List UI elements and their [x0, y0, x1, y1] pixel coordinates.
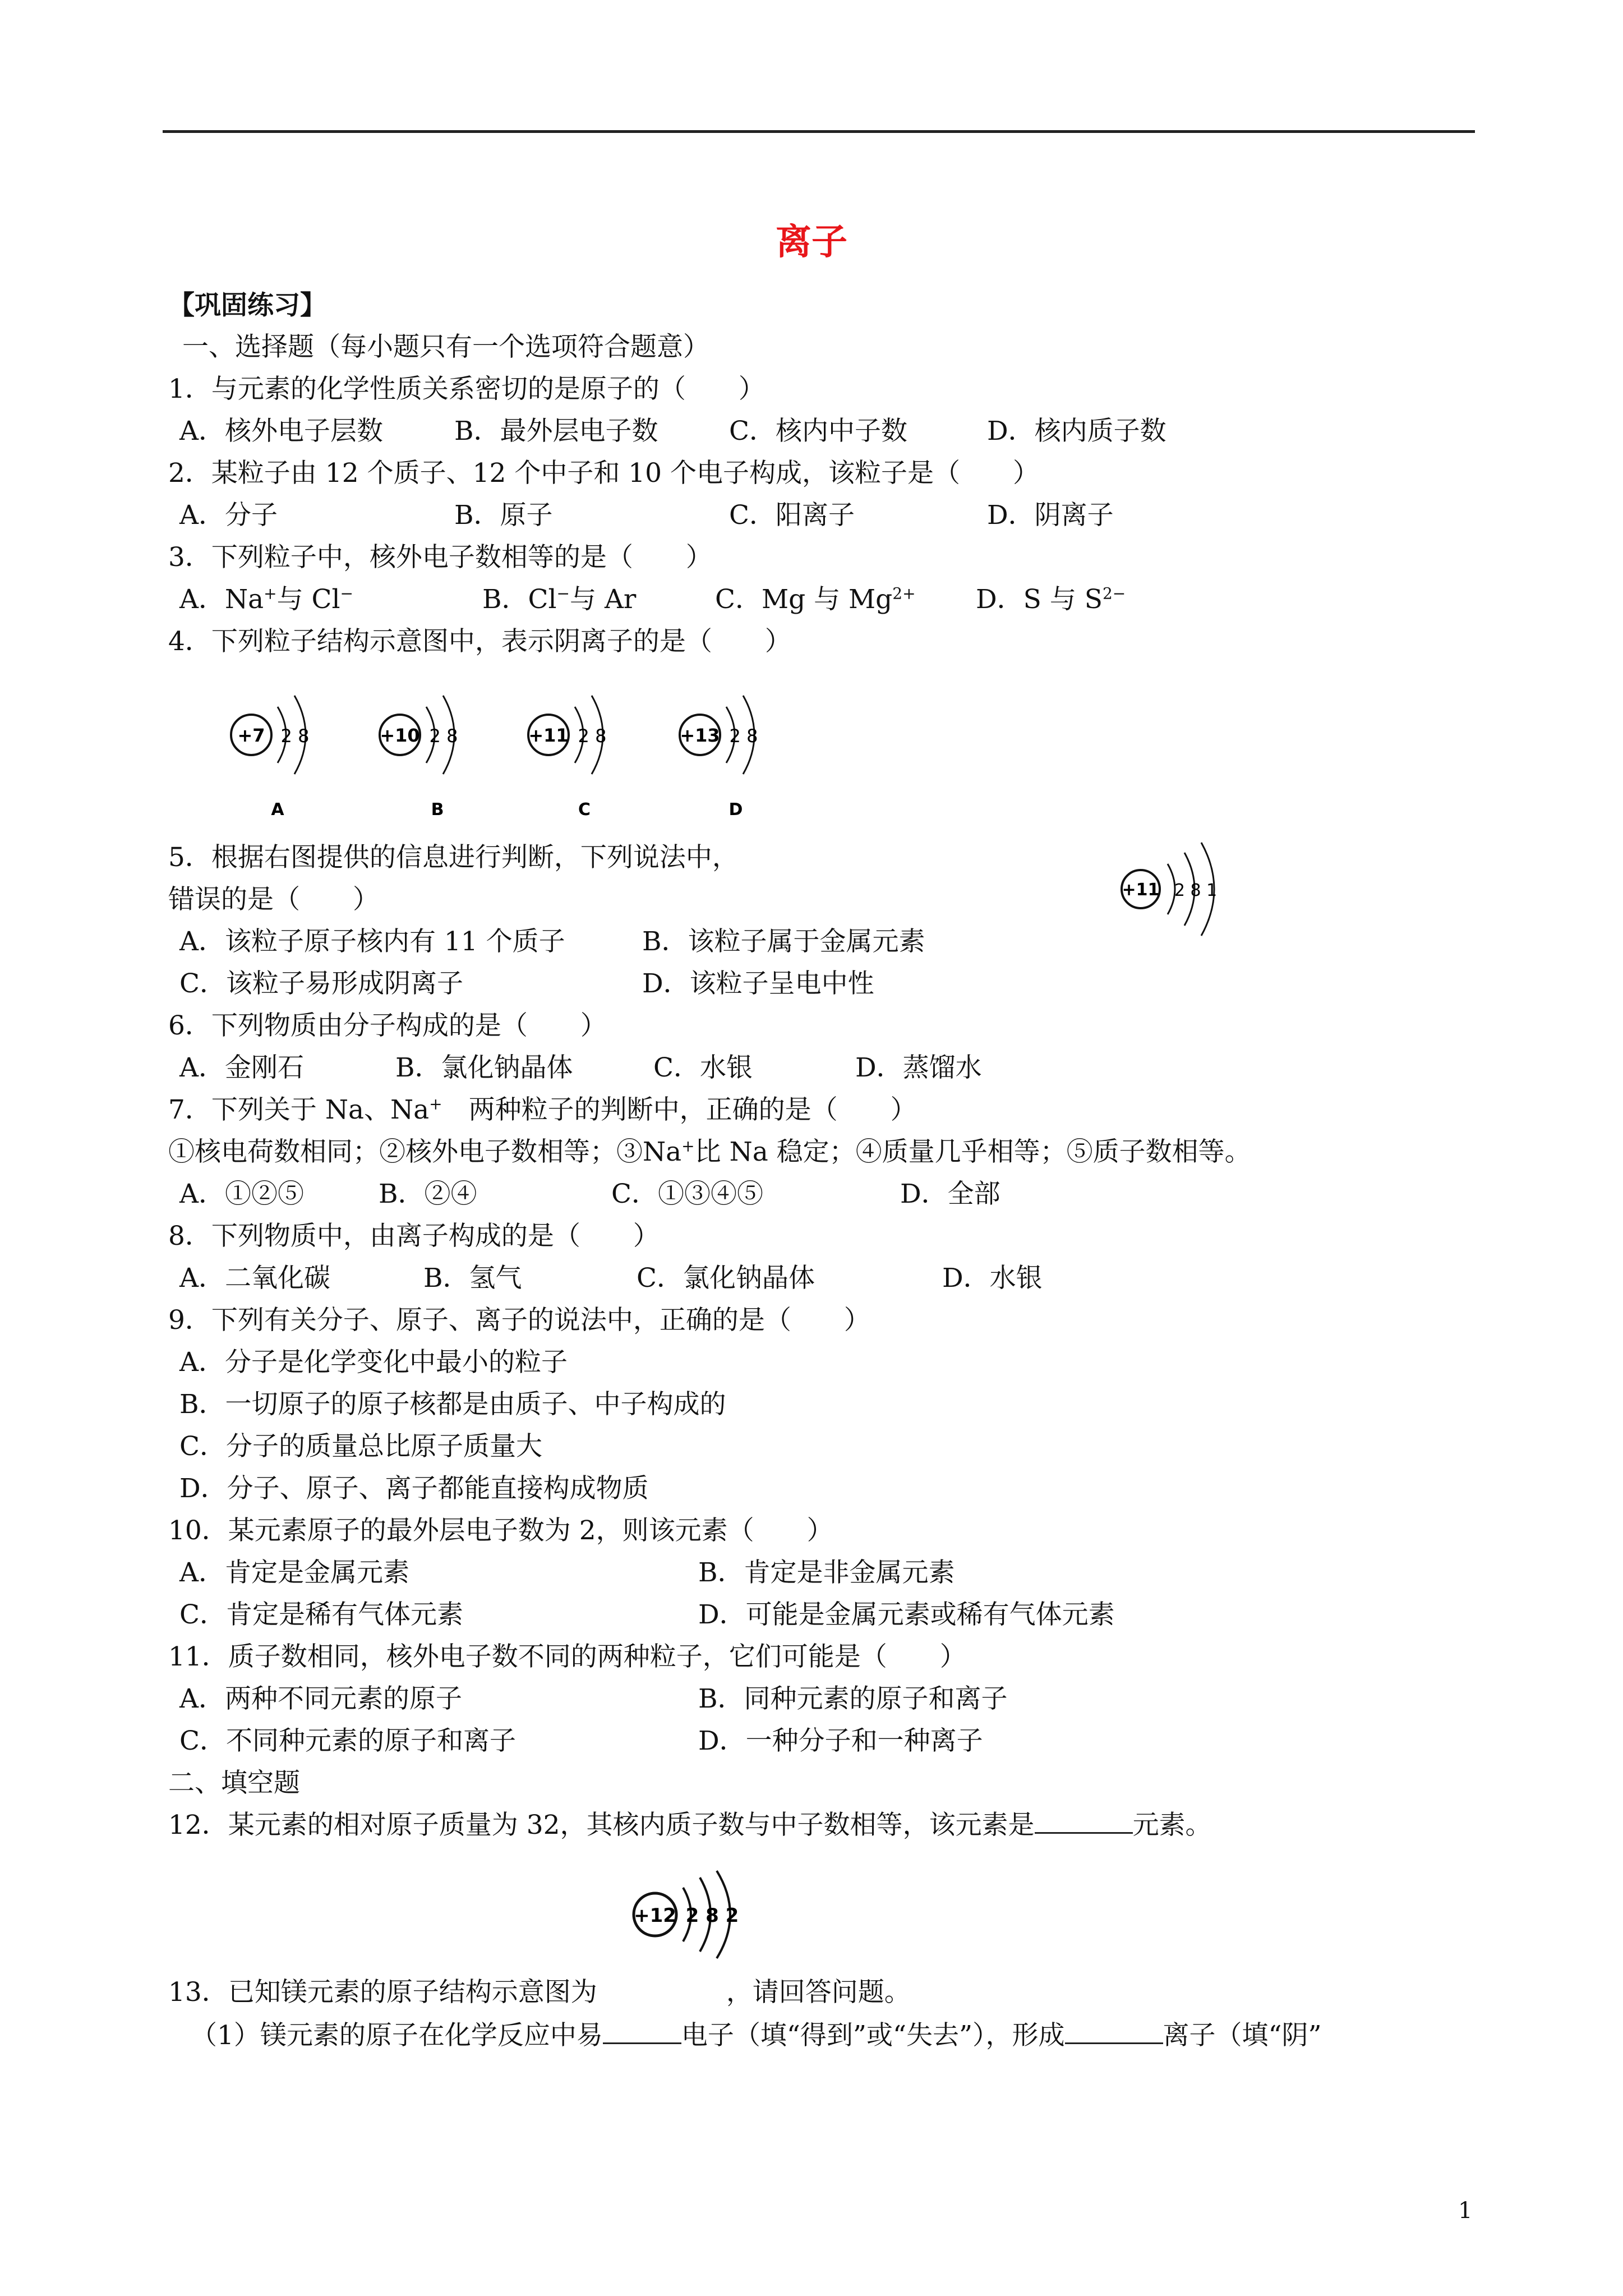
q1-option-c: C．核内中子数: [729, 416, 907, 447]
q12-text: 12．某元素的相对原子质量为 32，其核内质子数与中子数相等，该元素是 元素。: [168, 1810, 1212, 1841]
svg-text:2 8: 2 8: [280, 725, 310, 747]
svg-text:+11: +11: [528, 725, 569, 746]
q7-statements: ①核电荷数相同；②核外电子数相等；③Na+比 Na 稳定；④质量几乎相等；⑤质子数相等。: [168, 1137, 1251, 1167]
svg-text:2 8: 2 8: [429, 725, 458, 747]
header-rule: [163, 130, 1475, 133]
q3-option-c: C．Mg 与 $Mg^{2+}$: [715, 584, 916, 615]
q13-sub1-blank-2[interactable]: [1065, 2021, 1163, 2044]
svg-text:+13: +13: [680, 725, 720, 746]
atom-diagram-mg: [628, 1871, 763, 1983]
page-title: 离子: [776, 221, 847, 263]
svg-text:+7: +7: [237, 725, 265, 746]
q9-option-c: C．分子的质量总比原子质量大: [179, 1431, 542, 1462]
q1-option-d: D．核内质子数: [987, 416, 1166, 447]
q2-option-d: D．阴离子: [987, 500, 1114, 531]
svg-text:+11: +11: [1122, 880, 1160, 900]
q10-stem: 10．某元素原子的最外层电子数为 2，则该元素（ ）: [168, 1515, 833, 1546]
q6-option-d: D．蒸馏水: [855, 1052, 982, 1083]
q5-option-d: D．该粒子呈电中性: [642, 968, 874, 999]
svg-text:2 8: 2 8: [729, 725, 758, 747]
svg-text:D: D: [728, 800, 743, 820]
q7-option-b: B．②④: [379, 1179, 477, 1209]
q9-stem: 9．下列有关分子、原子、离子的说法中，正确的是（ ）: [168, 1305, 870, 1336]
q3-option-b: B．Cl−与 Ar: [482, 584, 637, 615]
atom-diagram-q5: [1116, 836, 1262, 948]
q13-sub1-blank-1[interactable]: [603, 2021, 681, 2044]
page-number: 1: [1458, 2198, 1473, 2224]
q13-stem: 13．已知镁元素的原子结构示意图为 ，请回答问题。: [168, 1977, 911, 2008]
q8-option-b: B．氢气: [423, 1263, 522, 1294]
q6-stem: 6．下列物质由分子构成的是（ ）: [168, 1010, 607, 1041]
q2-option-a: A．分子: [179, 500, 278, 531]
q10-option-c: C．肯定是稀有气体元素: [179, 1599, 463, 1630]
svg-text:2 8 1: 2 8 1: [1174, 881, 1218, 900]
q10-option-b: B．肯定是非金属元素: [698, 1557, 955, 1588]
q5-option-b: B．该粒子属于金属元素: [642, 926, 925, 957]
svg-text:A: A: [271, 800, 284, 820]
svg-text:+10: +10: [380, 725, 420, 746]
q7-option-c: C．①③④⑤: [611, 1179, 763, 1209]
q5-option-c: C．该粒子易形成阴离子: [179, 968, 463, 999]
q11-stem: 11．质子数相同，核外电子数不同的两种粒子，它们可能是（ ）: [168, 1641, 966, 1672]
q7-option-d: D．全部: [900, 1179, 1000, 1209]
q3-stem: 3．下列粒子中，核外电子数相等的是（ ）: [168, 542, 712, 573]
q5-option-a: A．该粒子原子核内有 11 个质子: [179, 926, 565, 957]
q10-option-a: A．肯定是金属元素: [179, 1557, 409, 1588]
q11-option-d: D．一种分子和一种离子: [698, 1726, 983, 1756]
svg-text:+12: +12: [634, 1904, 676, 1927]
svg-text:C: C: [578, 800, 591, 820]
q2-stem: 2．某粒子由 12 个质子、12 个中子和 10 个电子构成，该粒子是（ ）: [168, 458, 1040, 489]
q6-option-b: B．氯化钠晶体: [395, 1052, 573, 1083]
atom-diagram-d: [673, 687, 785, 827]
q1-option-a: A．核外电子层数: [179, 416, 383, 447]
part1-title: 一、选择题（每小题只有一个选项符合题意）: [182, 332, 709, 362]
q2-option-c: C．阳离子: [729, 500, 855, 531]
q3-option-a: A．Na+与 Cl−: [179, 584, 353, 615]
q13-sub1: （1）镁元素的原子在化学反应中易 电子（填“得到”或“失去”），形成 离子（填“阴”: [191, 2020, 1322, 2051]
q8-option-c: C．氯化钠晶体: [637, 1263, 815, 1294]
q6-option-a: A．金刚石: [179, 1052, 304, 1083]
section-header: 【巩固练习】: [168, 290, 326, 321]
q9-option-d: D．分子、原子、离子都能直接构成物质: [179, 1473, 649, 1504]
atom-diagram-a: [224, 687, 336, 827]
q12-answer-blank[interactable]: [1035, 1811, 1133, 1834]
q1-option-b: B．最外层电子数: [454, 416, 658, 447]
svg-text:2 8 2: 2 8 2: [685, 1904, 739, 1927]
part2-title: 二、填空题: [168, 1768, 300, 1798]
q9-option-a: A．分子是化学变化中最小的粒子: [179, 1347, 568, 1378]
q3-option-d: D．S 与 $S^{2-}$: [976, 584, 1126, 615]
atom-diagram-c: [522, 687, 634, 827]
q6-option-c: C．水银: [653, 1052, 753, 1083]
q8-option-d: D．水银: [942, 1263, 1043, 1294]
q7-option-a: A．①②⑤: [179, 1179, 304, 1209]
q10-option-d: D．可能是金属元素或稀有气体元素: [698, 1599, 1115, 1630]
q8-stem: 8．下列物质中，由离子构成的是（ ）: [168, 1221, 660, 1251]
q2-option-b: B．原子: [454, 500, 553, 531]
atom-diagram-b: [373, 687, 485, 827]
q4-stem: 4．下列粒子结构示意图中，表示阴离子的是（ ）: [168, 626, 791, 657]
q11-option-a: A．两种不同元素的原子: [179, 1683, 462, 1714]
q9-option-b: B．一切原子的原子核都是由质子、中子构成的: [179, 1389, 726, 1420]
q7-stem: 7．下列关于 Na、Na+ 两种粒子的判断中，正确的是（ ）: [168, 1094, 917, 1125]
svg-text:2 8: 2 8: [578, 725, 607, 747]
q1-stem: 1．与元素的化学性质关系密切的是原子的（ ）: [168, 374, 765, 404]
q8-option-a: A．二氧化碳: [179, 1263, 330, 1294]
q5-stem-line1: 5．根据右图提供的信息进行判断，下列说法中，: [168, 842, 739, 873]
q5-stem-line2: 错误的是（ ）: [168, 884, 379, 915]
q11-option-b: B．同种元素的原子和离子: [698, 1683, 1008, 1714]
q11-option-c: C．不同种元素的原子和离子: [179, 1726, 516, 1756]
svg-text:B: B: [431, 800, 444, 820]
